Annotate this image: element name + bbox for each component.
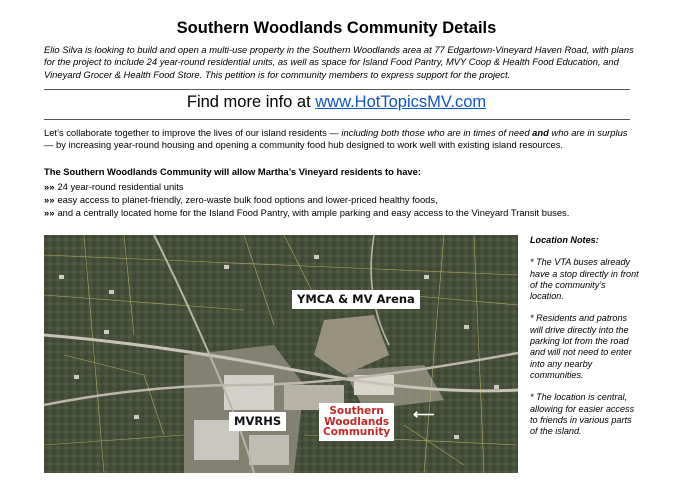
bullet-marker: »» bbox=[44, 207, 55, 219]
bullet-marker: »» bbox=[44, 181, 55, 192]
collab-text-2: including both those who are in times of need bbox=[341, 127, 533, 138]
arrow-left-icon: ⟵ bbox=[413, 406, 435, 423]
location-notes-heading: Location Notes: bbox=[530, 235, 599, 245]
mvrhs-label: MVRHS bbox=[229, 412, 286, 431]
benefits-heading: The Southern Woodlands Community will allow Martha’s Vineyard residents to have: bbox=[44, 166, 421, 177]
divider-top bbox=[44, 89, 630, 90]
intro-paragraph: Elio Silva is looking to build and open a multi-use property in the Southern Woodlands area at 77 Edgartown-Vineyard Haven Road, with plans for the project to include 24 year-round residential units, as well as space for Island Food Pantry, MVY Coop & Health Food Education, and Vineyard Grocer & Health Food Store. This petition is for community members to express support for the project. bbox=[44, 44, 634, 80]
benefit-text: and a centrally located home for the Island Food Pantry, with ample parking and easy access to the Vineyard Transit buses. bbox=[57, 207, 570, 219]
benefit-item bbox=[44, 180, 644, 193]
more-info-prefix: Find more info at bbox=[186, 93, 316, 111]
collab-text-3: and bbox=[532, 127, 549, 138]
aerial-map-image bbox=[44, 235, 518, 473]
benefit-item bbox=[44, 193, 644, 206]
community-label-line: Community bbox=[323, 426, 391, 438]
divider-bottom bbox=[44, 119, 630, 120]
ymca-label: YMCA & MV Arena bbox=[292, 290, 420, 309]
collab-text-5: — by increasing year-round housing and opening a community food hub designed to work well with existing island resources. bbox=[44, 139, 564, 151]
more-info-line bbox=[0, 93, 673, 112]
benefit-text: 24 year-round residential units bbox=[57, 181, 184, 192]
location-notes bbox=[530, 235, 640, 448]
collaborate-paragraph bbox=[44, 127, 634, 152]
page-title: Southern Woodlands Community Details bbox=[176, 19, 497, 37]
location-note: * The VTA buses already have a stop directly in front of the community’s location. bbox=[530, 257, 639, 302]
aerial-map bbox=[44, 235, 518, 473]
bullet-marker: »» bbox=[44, 194, 55, 206]
community-label-line: Woodlands bbox=[324, 415, 390, 428]
location-note: * Residents and patrons will drive directly into the parking lot from the road and will not need to enter into any nearby communities. bbox=[530, 313, 632, 380]
benefit-text: easy access to planet-friendly, zero-waste bulk food options and lower-priced healthy foods, bbox=[57, 194, 438, 206]
community-label bbox=[319, 403, 394, 441]
collab-text-1: Let’s collaborate together to improve the lives of our island residents — bbox=[44, 127, 342, 138]
website-link[interactable]: www.HotTopicsMV.com bbox=[315, 93, 487, 111]
benefits-list bbox=[44, 180, 644, 220]
location-note: * The location is central, allowing for easier access to friends in various parts of the island. bbox=[530, 392, 635, 437]
benefit-item bbox=[44, 206, 644, 219]
collab-text-4: who are in surplus bbox=[548, 127, 628, 138]
community-label-line: Southern bbox=[329, 405, 384, 417]
